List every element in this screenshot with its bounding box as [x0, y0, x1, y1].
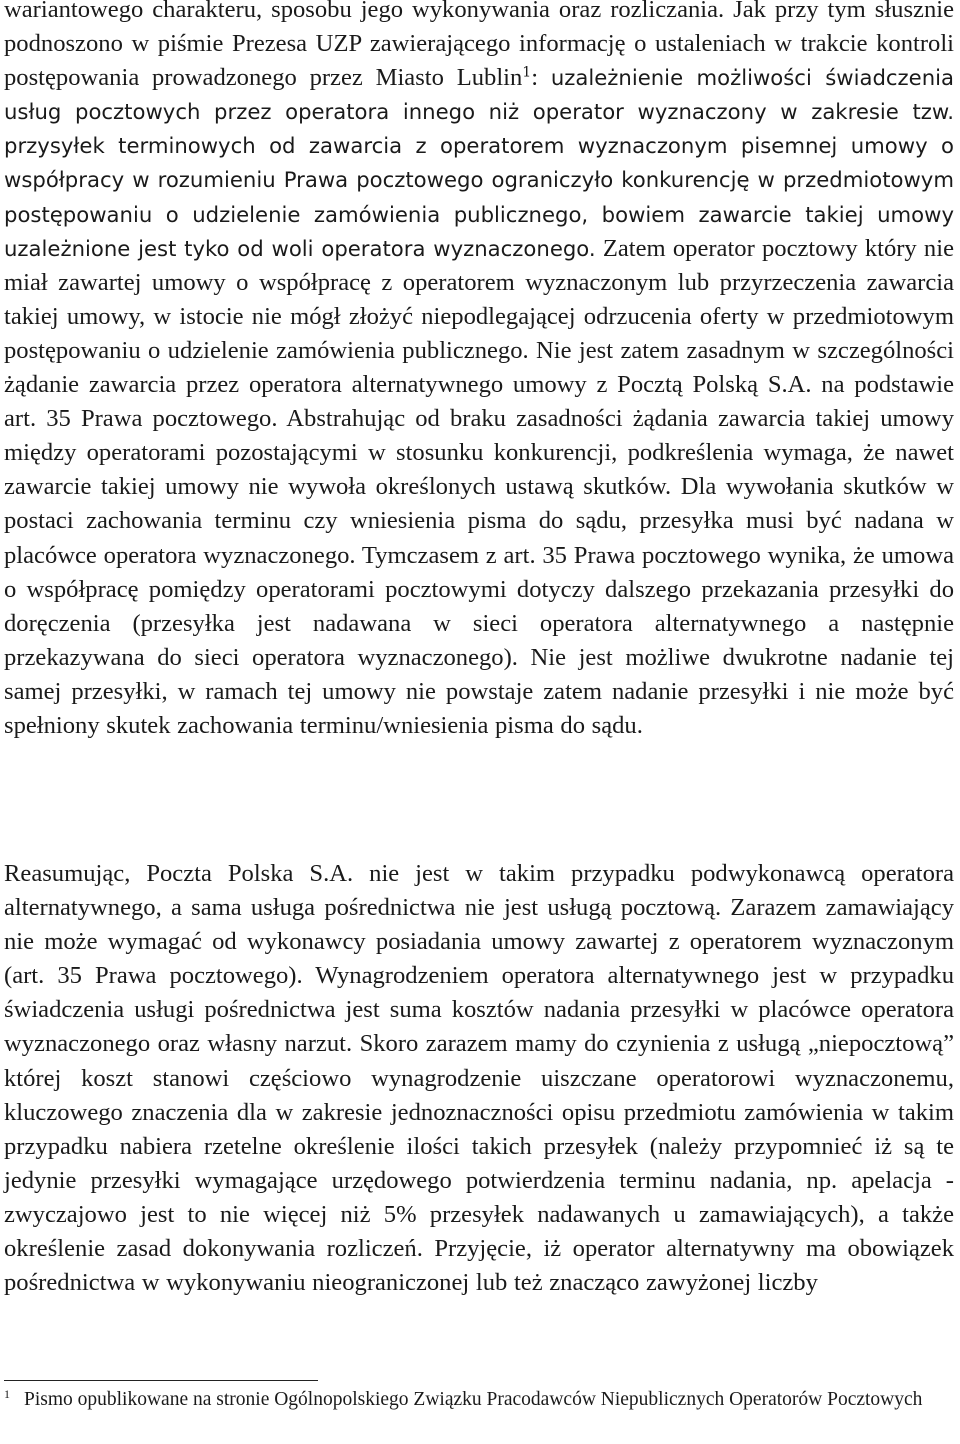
footnote-text: Pismo opublikowane na stronie Ogólnopolskiego Związku Pracodawców Niepublicznych Operatorów Pocztowych — [24, 1389, 923, 1410]
body-paragraph-2 — [4, 857, 954, 1300]
paragraph-1-colon: : — [531, 64, 551, 92]
footnote — [4, 1386, 954, 1414]
footnote-separator — [4, 1380, 318, 1381]
paragraph-2-text: Reasumując, Poczta Polska S.A. nie jest w takim przypadku podwykonawcą operatora alternatywnego, a sama usługa pośrednictwa nie jest usługą pocztową. Zarazem zamawiający nie może wymagać od wykonawcy posiadania umowy zawartej z operatorem wyznaczonym (art. 35 Prawa pocztowego). Wynagrodzeniem operatora alternatywnego jest w przypadku świadczenia usługi pośrednictwa jest suma kosztów nadania przesyłki w placówce operatora wyznaczonego oraz własny narzut. Skoro zarazem mamy do czynienia z usługą „niepocztową” której koszt stanowi częściowo wynagrodzenie uiszczane operatorowi wyznaczonemu, kluczowego znaczenia dla w zakresie jednoznaczności opisu przedmiotu zamówienia w takim przypadku nabiera rzetelne określenie ilości takich przesyłek (należy przypomnieć iż są te jedynie przesyłki wymagające urzędowego potwierdzenia terminu nadania, np. apelacja - zwyczajowo jest to nie więcej niż 5% przesyłek nadawanych u zamawiających), a także określenie zasad dokonywania rozliczeń. Przyjęcie, iż operator alternatywny ma obowiązek pośrednictwa w wykonywaniu nieograniczonej lub też znacząco zawyżonej liczby — [4, 860, 954, 1297]
quoted-audit-finding: uzależnienie możliwości świadczenia usług pocztowych przez operatora innego niż operator wyznaczony w zakresie tzw. przysyłek terminowych od zawarcia z operatorem wyznaczonym pisemnej umowy o współpracy w rozumieniu Prawa pocztowego ograniczyło konkurencję w przedmiotowym postępowaniu o udzielenie zamówienia publicznego, bowiem zawarcie takiej umowy uzależnione jest tyko od woli operatora wyznaczonego. — [4, 65, 955, 261]
footnote-reference[interactable]: 1 — [522, 64, 532, 81]
footnote-number: 1 — [4, 1386, 10, 1401]
body-paragraph-1 — [4, 0, 954, 743]
paragraph-1-text-b: Zatem operator pocztowy który nie miał zawartej umowy o współpracę z operatorem wyznaczonym lub przyrzeczenia zawarcia takiej umowy, w istocie nie mógł złożyć niepodlegającej odrzucenia oferty w przedmiotowym postępowaniu o udzielenie zamówienia publicznego. Nie jest zatem zasadnym w szczególności żądanie zawarcia przez operatora alternatywnego umowy z Pocztą Polską S.A. na podstawie art. 35 Prawa pocztowego. Abstrahując od braku zasadności żądania zawarcia takiej umowy między operatorami pozostającymi w stosunku konkurencji, podkreślenia wymaga, że nawet zawarcie takiej umowy nie wywoła określonych ustawą skutków. Dla wywołania skutków w postaci zachowania terminu czy wniesienia pisma do sądu, przesyłka musi być nadana w placówce operatora wyznaczonego. Tymczasem z art. 35 Prawa pocztowego wynika, że umowa o współpracę pomiędzy operatorami pocztowymi dotyczy dalszego przekazania przesyłki do doręczenia (przesyłka jest nadawana w sieci operatora alternatywnego a następnie przekazywana do sieci operatora wyznaczonego). Nie jest możliwe dwukrotne nadanie tej samej przesyłki, w ramach tej umowy nie powstaje zatem nadanie przesyłki i nie może być spełniony skutek zachowania terminu/wniesienia pisma do sądu. — [4, 234, 954, 739]
paragraph-1-text-a: wariantowego charakteru, sposobu jego wykonywania oraz rozliczania. Jak przy tym słusznie podnoszono w piśmie Prezesa UZP zawierającego informację o ustaleniach w trakcie kontroli postępowania prowadzonego przez Miasto Lublin — [4, 0, 954, 92]
